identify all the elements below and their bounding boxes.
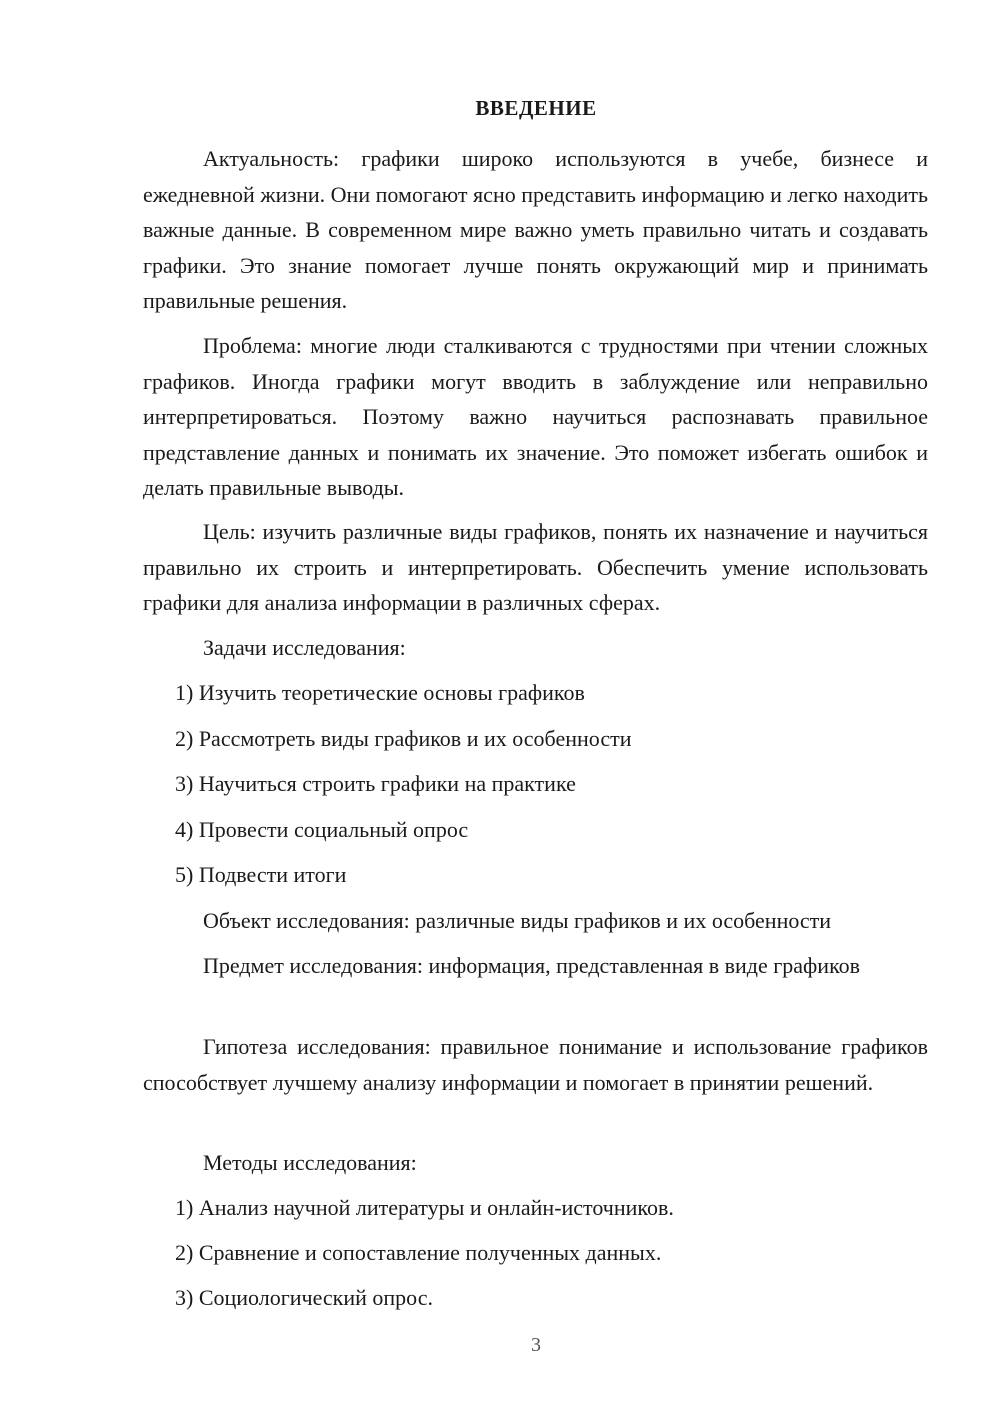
hypothesis-paragraph: Гипотеза исследования: правильное понимание и использование графиков способствует лучшему анализу информации и помогает в принятии решений. [143, 1034, 928, 1095]
task-item-5: 5) Подвести итоги [175, 862, 347, 887]
method-item-1: 1) Анализ научной литературы и онлайн-источников. [175, 1195, 674, 1220]
method-item-3: 3) Социологический опрос. [175, 1285, 433, 1310]
task-item-1: 1) Изучить теоретические основы графиков [175, 680, 585, 705]
tasks-heading: Задачи исследования: [203, 635, 406, 660]
method-item-2: 2) Сравнение и сопоставление полученных данных. [175, 1240, 662, 1265]
relevance-paragraph: Актуальность: графики широко используются в учебе, бизнесе и ежедневной жизни. Они помогают ясно представить информацию и легко находить важные данные. В современном мире важно уметь правильно читать и создавать графики. Это знание помогает лучше понять окружающий мир и принимать правильные решения. [143, 146, 928, 313]
subject-paragraph: Предмет исследования: информация, представленная в виде графиков [203, 953, 861, 978]
object-line: Объект исследования: различные виды графиков и их особенности [203, 908, 832, 933]
task-item-3: 3) Научиться строить графики на практике [175, 771, 576, 796]
goal-paragraph: Цель: изучить различные виды графиков, понять их назначение и научиться правильно их строить и интерпретировать. Обеспечить умение использовать графики для анализа информации в различных сферах. [143, 519, 928, 615]
task-item-4: 4) Провести социальный опрос [175, 817, 469, 842]
methods-heading: Методы исследования: [203, 1150, 417, 1175]
problem-paragraph: Проблема: многие люди сталкиваются с трудностями при чтении сложных графиков. Иногда графики могут вводить в заблуждение или неправильно интерпретироваться. Поэтому важно научиться распознавать правильное представление данных и понимать их значение. Это поможет избегать ошибок и делать правильные выводы. [143, 333, 928, 500]
page-title: ВВЕДЕНИЕ [475, 96, 597, 120]
page-number: 3 [531, 1334, 541, 1356]
task-item-2: 2) Рассмотреть виды графиков и их особенности [175, 726, 632, 751]
